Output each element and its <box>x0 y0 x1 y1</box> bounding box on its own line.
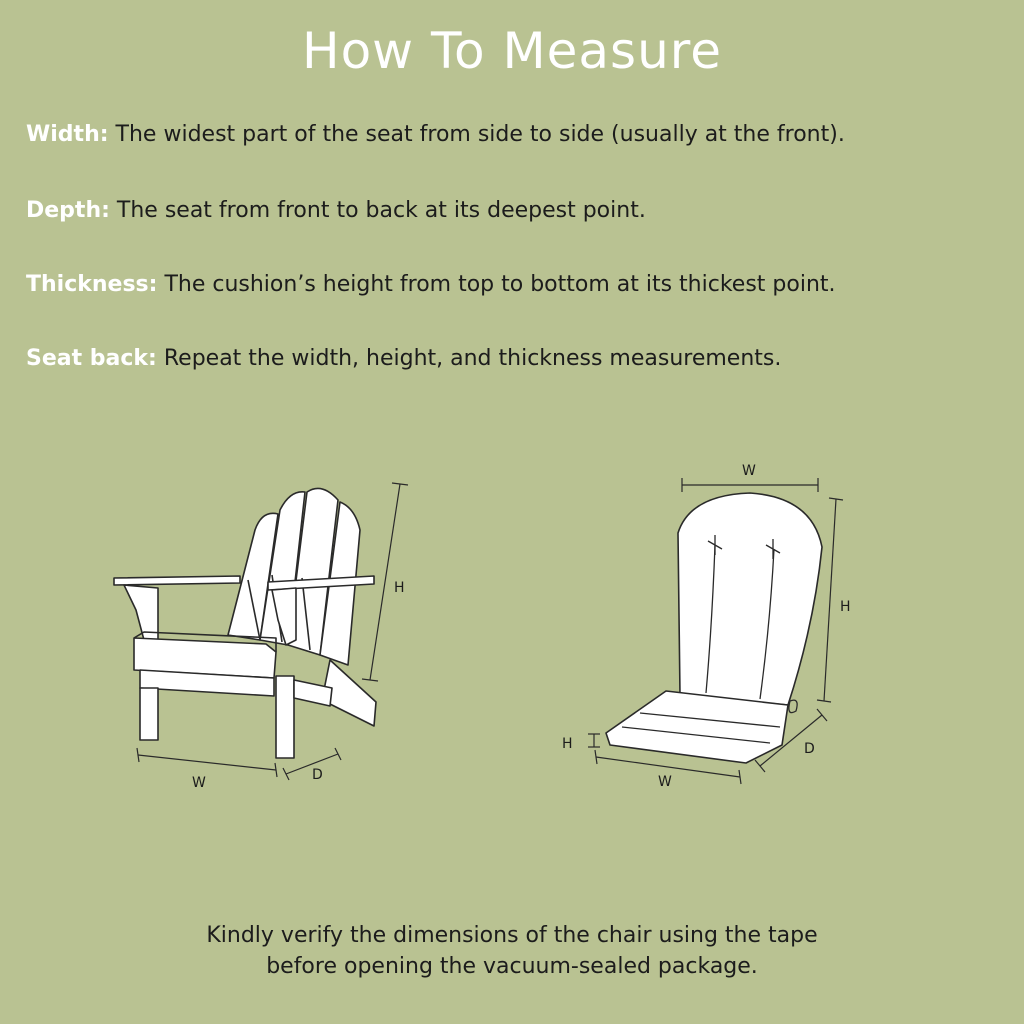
definition-text: The widest part of the seat from side to side (usually at the front). <box>115 122 845 147</box>
definition-term: Thickness: <box>26 272 158 297</box>
definition-text: Repeat the width, height, and thickness measurements. <box>163 346 782 371</box>
note-line: Kindly verify the dimensions of the chair using the tape <box>206 923 818 948</box>
chair-depth-label: D <box>312 767 323 783</box>
cushion-back-height-label: H <box>840 599 851 615</box>
definition-term: Seat back: <box>26 346 157 371</box>
definition-seat-back <box>26 346 781 371</box>
cushion-thickness-label: H <box>562 736 573 752</box>
definition-text: The seat from front to back at its deepest point. <box>116 198 646 223</box>
definition-depth <box>26 198 646 223</box>
cushion-illustration <box>550 455 870 795</box>
cushion-width-label: W <box>658 774 672 790</box>
chair-height-label: H <box>394 580 405 596</box>
definition-term: Width: <box>26 122 109 147</box>
definition-text: The cushion’s height from top to bottom at its thickest point. <box>164 272 836 297</box>
definition-term: Depth: <box>26 198 110 223</box>
definition-thickness <box>26 272 836 297</box>
definition-width <box>26 122 845 147</box>
cushion-top-width-label: W <box>742 463 756 479</box>
verification-note <box>0 920 1024 982</box>
cushion-depth-label: D <box>804 741 815 757</box>
adirondack-chair-illustration <box>100 470 430 800</box>
page-title: How To Measure <box>301 22 722 80</box>
chair-width-label: W <box>192 775 206 791</box>
note-line: before opening the vacuum-sealed package. <box>266 954 758 979</box>
